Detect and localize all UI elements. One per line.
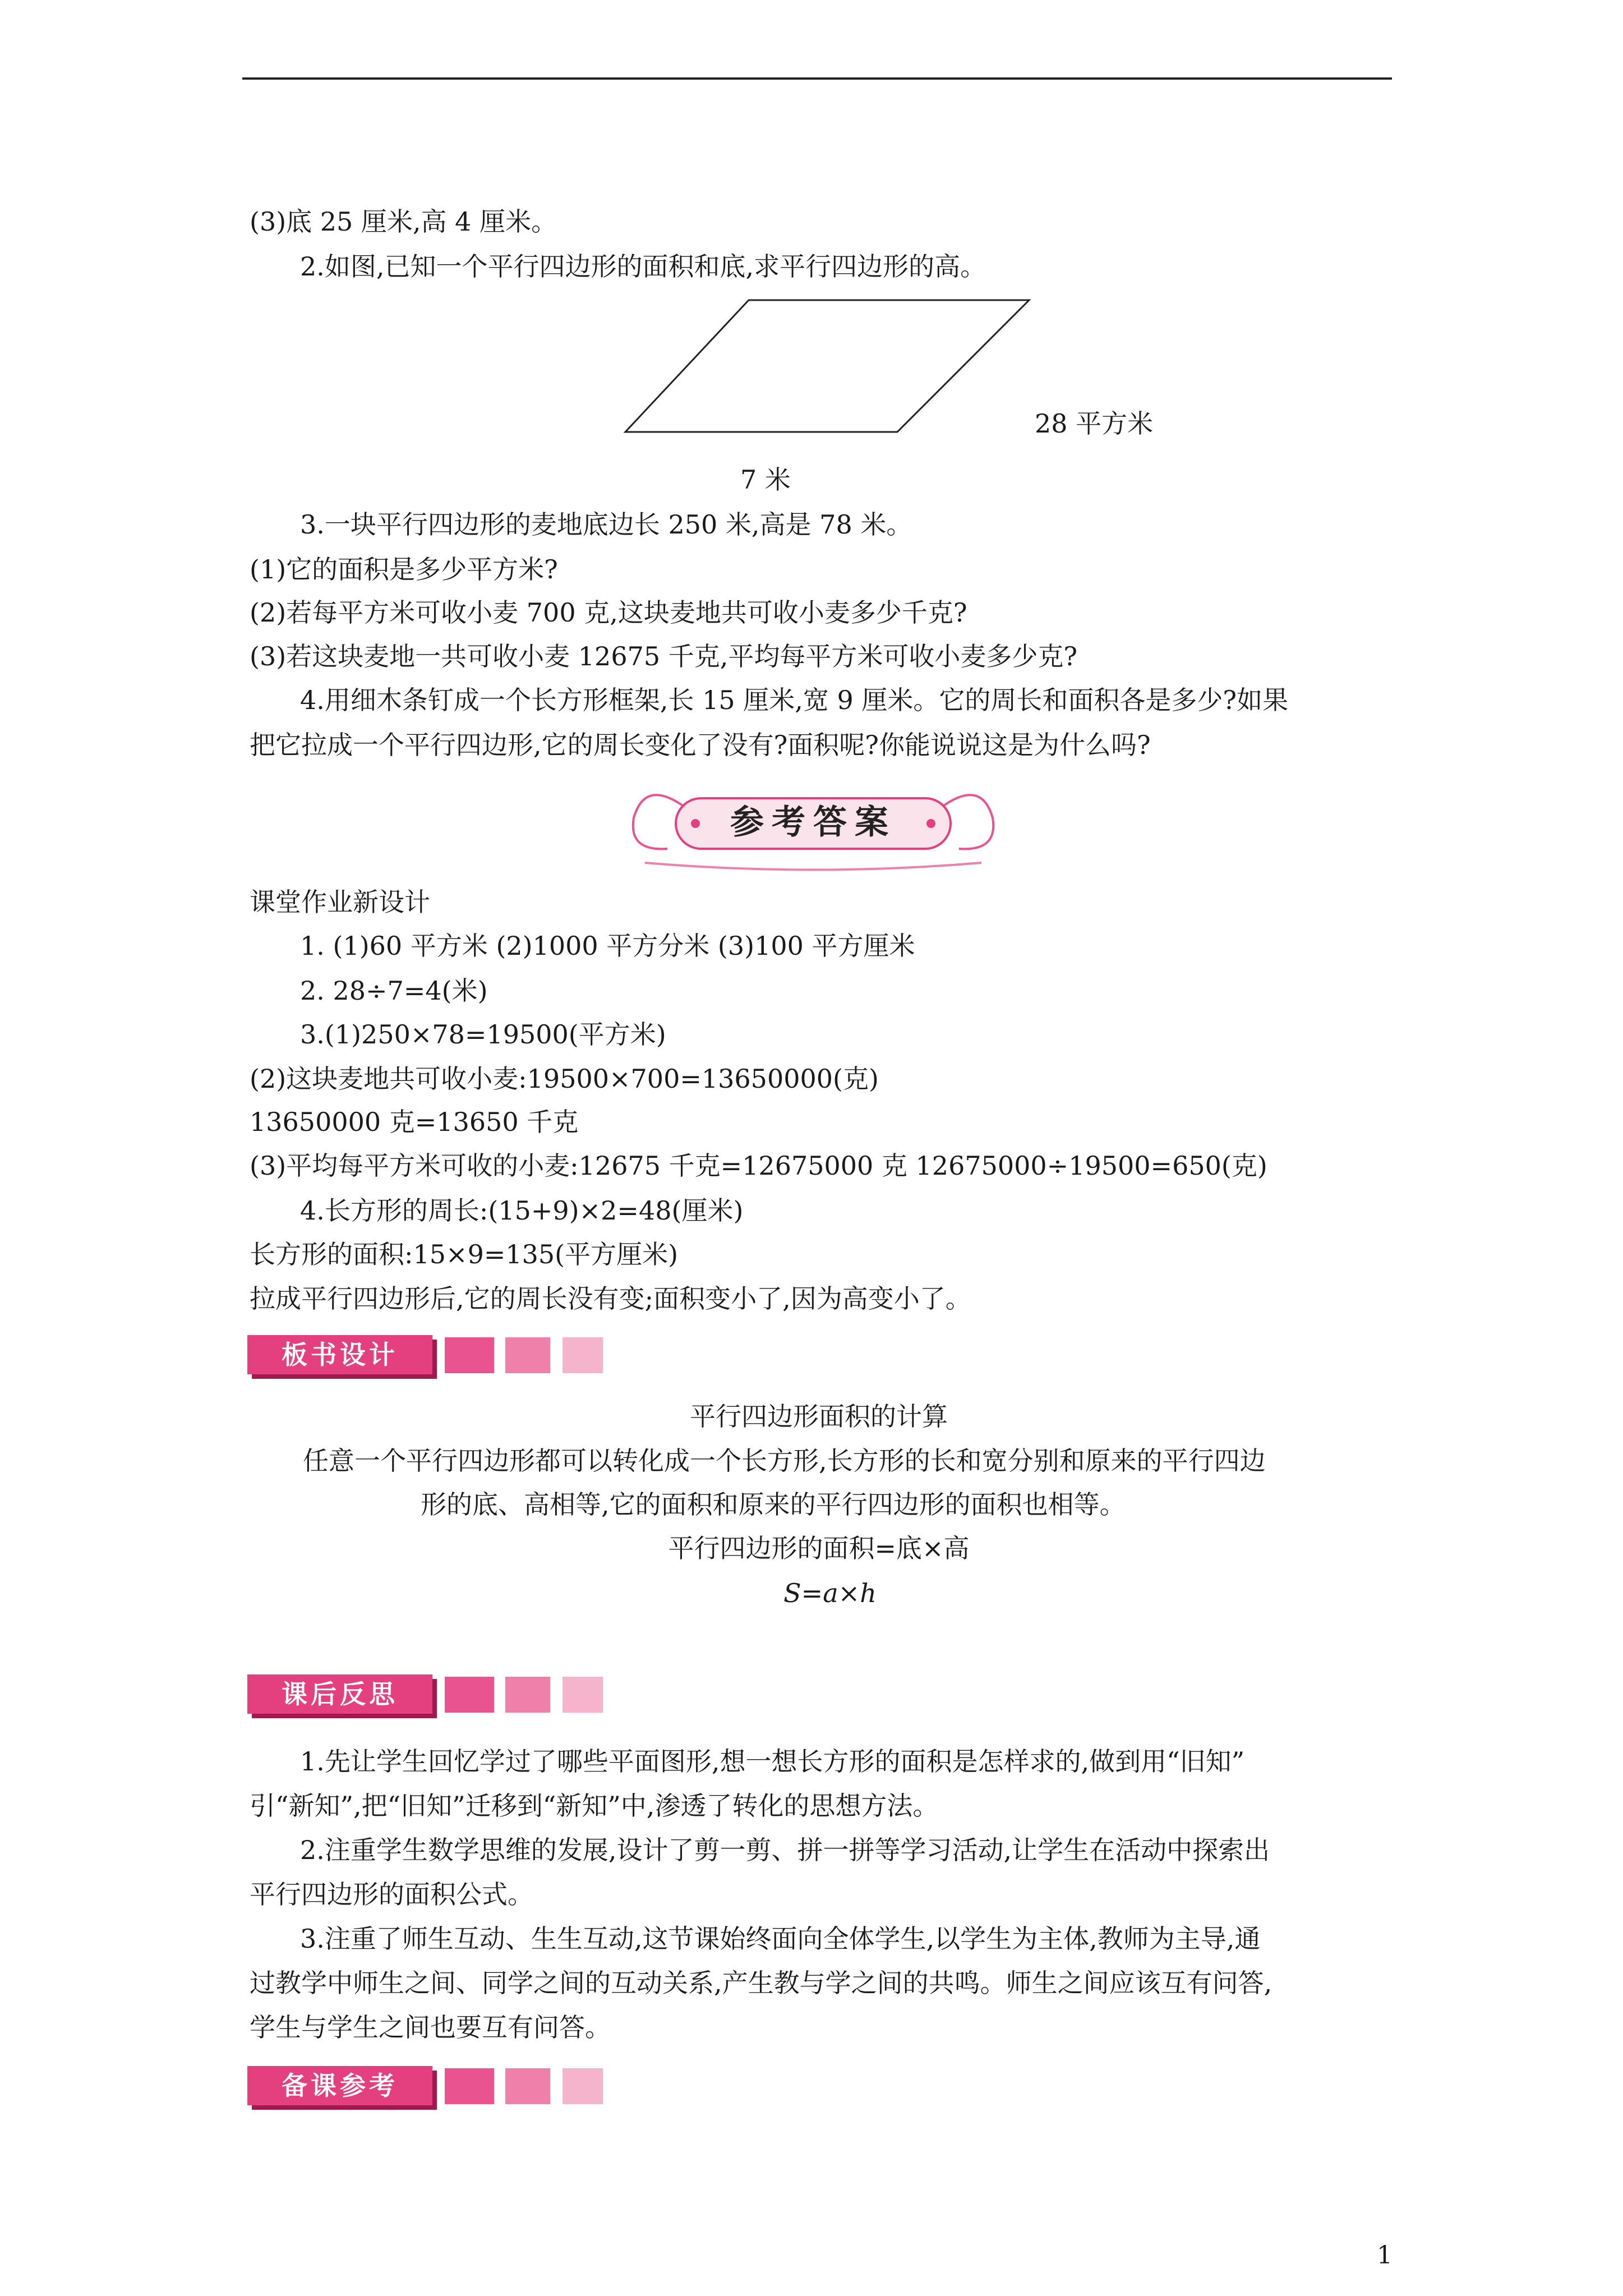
deco-square: [445, 1677, 494, 1713]
answer-4-3: 拉成平行四边形后,它的周长没有变;面积变小了,因为高变小了。: [250, 1283, 971, 1314]
banner-dot-left: [691, 819, 700, 828]
deco-square: [562, 2068, 603, 2104]
board-section-label: 板书设计: [247, 1335, 432, 1374]
answer-4-1: 4.长方形的周长:(15+9)×2=48(厘米): [300, 1195, 744, 1226]
exercise-q4-line2: 把它拉成一个平行四边形,它的周长变化了没有?面积呢?你能说说这是为什么吗?: [250, 730, 1151, 760]
top-rule: [242, 77, 1392, 80]
exercise-q3-1: (1)它的面积是多少平方米?: [250, 554, 558, 585]
reflection-p2-line2: 平行四边形的面积公式。: [250, 1879, 533, 1910]
exercise-q2: 2.如图,已知一个平行四边形的面积和底,求平行四边形的高。: [300, 251, 986, 282]
exercise-q4-line1: 4.用细木条钉成一个长方形框架,长 15 厘米,宽 9 厘米。它的周长和面积各是多少?如果: [300, 685, 1289, 715]
answers-heading: 课堂作业新设计: [250, 887, 430, 917]
board-title: 平行四边形面积的计算: [690, 1401, 948, 1432]
parallelogram-shape: [625, 300, 1029, 432]
answer-4-2: 长方形的面积:15×9=135(平方厘米): [250, 1239, 679, 1269]
reflection-p3-line1: 3.注重了师生互动、生生互动,这节课始终面向全体学生,以学生为主体,教师为主导,通: [300, 1924, 1261, 1954]
board-line1: 任意一个平行四边形都可以转化成一个长方形,长方形的长和宽分别和原来的平行四边: [303, 1446, 1266, 1476]
reference-section-label: 备课参考: [247, 2066, 432, 2105]
banner-text: 参考答案: [730, 803, 896, 842]
banner-dot-right: [926, 819, 935, 828]
answer-3-2b: 13650000 克=13650 千克: [250, 1107, 579, 1137]
answer-3-1: 3.(1)250×78=19500(平方米): [300, 1019, 666, 1050]
figure-base-label: 7 米: [740, 464, 791, 495]
answer-2: 2. 28÷7=4(米): [300, 976, 488, 1006]
deco-square: [445, 2068, 494, 2104]
parallelogram-figure: [617, 295, 1178, 485]
answer-3-3: (3)平均每平方米可收的小麦:12675 千克=12675000 克 12675000÷19500=650(克): [250, 1151, 1267, 1181]
page-number: 1: [1377, 2241, 1393, 2270]
deco-square: [562, 1677, 603, 1713]
exercise-q3: 3.一块平行四边形的麦地底边长 250 米,高是 78 米。: [300, 509, 912, 540]
board-formula-symbol: S=a×h: [783, 1578, 877, 1608]
exercise-q1-3: (3)底 25 厘米,高 4 厘米。: [250, 206, 557, 237]
deco-square: [445, 1337, 494, 1373]
reflection-p2-line1: 2.注重学生数学思维的发展,设计了剪一剪、拼一拼等学习活动,让学生在活动中探索出: [300, 1835, 1270, 1865]
exercise-q3-2: (2)若每平方米可收小麦 700 克,这块麦地共可收小麦多少千克?: [250, 597, 967, 628]
answer-3-2a: (2)这块麦地共可收小麦:19500×700=13650000(克): [250, 1064, 879, 1094]
figure-area-label: 28 平方米: [1035, 408, 1154, 439]
exercise-q3-3: (3)若这块麦地一共可收小麦 12675 千克,平均每平方米可收小麦多少克?: [250, 641, 1078, 671]
banner-underline: [645, 863, 981, 870]
answer-banner: [623, 767, 1004, 880]
board-formula: 平行四边形的面积=底×高: [668, 1533, 970, 1563]
reflection-p1-line2: 引“新知”,把“旧知”迁移到“新知”中,渗透了转化的思想方法。: [250, 1791, 939, 1821]
reflection-p3-line2: 过教学中师生之间、同学之间的互动关系,产生教与学之间的共鸣。师生之间应该互有问答,: [250, 1968, 1272, 1998]
deco-square: [505, 2068, 550, 2104]
deco-square: [505, 1337, 550, 1373]
board-line2: 形的底、高相等,它的面积和原来的平行四边形的面积也相等。: [421, 1489, 1126, 1520]
deco-square: [562, 1337, 603, 1373]
deco-square: [505, 1677, 550, 1713]
answer-1: 1. (1)60 平方米 (2)1000 平方分米 (3)100 平方厘米: [300, 931, 915, 961]
reflection-p3-line3: 学生与学生之间也要互有问答。: [250, 2012, 611, 2042]
reflection-p1-line1: 1.先让学生回忆学过了哪些平面图形,想一想长方形的面积是怎样求的,做到用“旧知”: [300, 1746, 1245, 1777]
reflection-section-label: 课后反思: [247, 1674, 432, 1714]
